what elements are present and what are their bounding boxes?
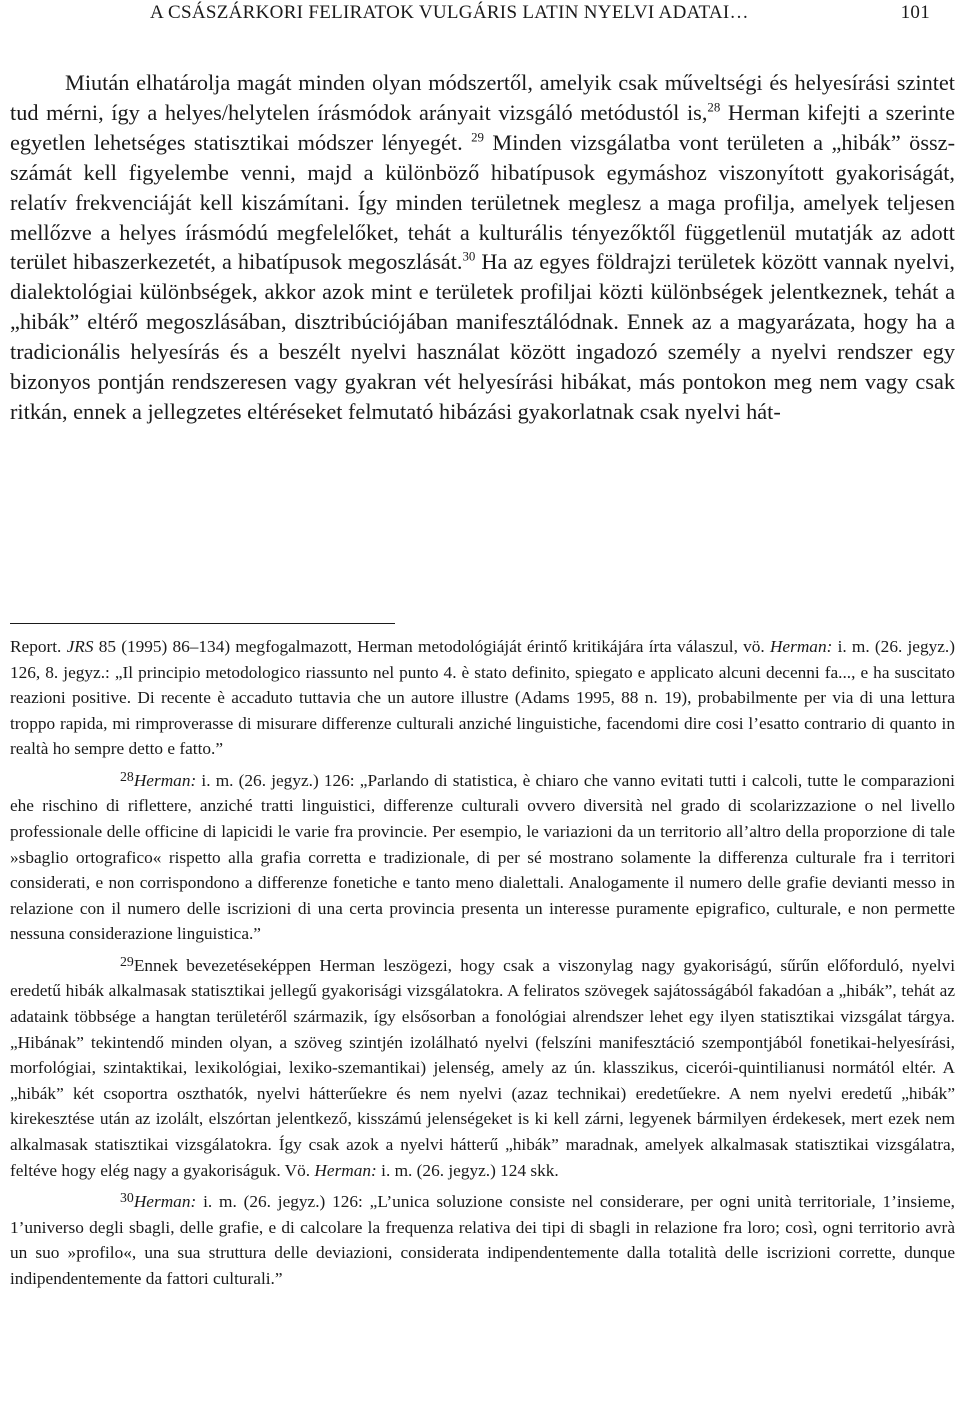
footnote-ref-30[interactable]: 30 (462, 249, 476, 265)
footnote-number: 30 (120, 1190, 134, 1206)
main-text (10, 68, 955, 427)
running-head-title: A CSÁSZÁRKORI FELIRATOK VULGÁRIS LATIN NYELVI ADATAI… (150, 2, 749, 23)
footnote-number: 29 (120, 953, 134, 969)
footnote-number: 28 (120, 768, 134, 784)
running-head (150, 2, 930, 28)
footnote-29 (10, 949, 955, 1183)
footnote-text: i. m. (26. jegyz.) 126: „L’unica soluzione consiste nel considerare, per ogni unità territoriale, 1’insieme, 1’universo degli sbagli, delle grafie, e di calcolare la frequenza relativa dei tipi di sbagli in relazione fra loro; così, ogni territorio avrà un suo »profilo«, una sua struttura delle deviazioni, considerata indipendentemente dalla totalità delle iscrizioni corrette, dunque indipendentemente da fattori culturali.” (10, 1192, 955, 1288)
footnote-28 (10, 764, 955, 947)
body-text: Minden vizsgálatba vont területen a „hibák” össz-számát kell figyelembe venni, majd a különböző hibatípusok egymáshoz viszonyított gyakoriságát, relatív frekvenciáját kell kiszámítani. Így minden területnek meglesz a maga profilja, amelyek teljesen mellőzve a helyes írásmódú megfelelőket, tehát a kulturális tényezőktől függetlenül mutatják az adott terület hibaszerkezetét, a hibatípusok megoszlását. (10, 129, 955, 275)
author-name: Herman: (133, 770, 197, 790)
page-number: 101 (900, 2, 930, 23)
author-name: Herman: (314, 1160, 377, 1180)
footnotes (10, 634, 955, 1291)
footnote-text: i. m. (26. jegyz.) 126: „Parlando di statistica, è chiaro che vanno evitati tutti i calcoli, tutte le comparazioni ehe rischino di riflettere, anziché tratti linguistici, differenze culturali ovvero diversità nel grado di scolarizzazione o nel livello professionale delle officine di lapicidi le varie fra provincie. Per esempio, le variazioni da un territorio all’altro della proporzione di tale »sbaglio ortografico« rispetto alla grafia corretta e tradizionale, di per sé mostrano solamente la differenza culturale fra i territori considerati, e non corrispondono a differenze fonetiche e tanto meno dialettali. Analogamente il numero delle grafie devianti messo in relazione con il numero delle iscrizioni di una certa provincia presenta un interesse puramente epigrafico, culturale, e non permette nessuna considerazione linguistica.” (10, 770, 955, 944)
footnote-divider (10, 623, 395, 624)
body-text: Herman kifejti a szerinte egyetlen lehetséges statisztikai módszer lényegét. (10, 99, 955, 155)
body-text: Ha az egyes földrajzi területek között vannak nyelvi, dialektológiai különbségek, akkor azok mint e területek profiljai közti különbségek jelentkeznek, tehát a „hibák” eltérő megoszlásában, disztribúciójában manifesztálódnak. Ennek az a magyarázata, hogy ha a tradicionális helyesírás és a beszélt nyelvi használat között ingadozó személy a nyelvi rendszer egy bizonyos pontján rendszeresen vagy gyakran vét helyesírási hibákat, más pontokon meg nem vagy csak ritkán, ennek a jellegzetes eltéréseket felmutató hibázási gyakorlatnak csak nyelvi hát- (10, 249, 955, 424)
footnote-text: i. m. (26. jegyz.) 124 skk. (376, 1160, 559, 1180)
author-name: Herman: (769, 637, 833, 656)
author-name: Herman: (133, 1192, 197, 1211)
footnote-30 (10, 1185, 955, 1291)
journal-abbrev: JRS (66, 637, 94, 656)
body-paragraph (10, 68, 955, 427)
footnote-ref-28[interactable]: 28 (707, 99, 721, 115)
footnote-text: 85 (1995) 86–134) megfogalmazott, Herman metodológiáját érintő kritikájára írta válaszul, vö. (93, 637, 770, 656)
footnote-text: Report. (10, 637, 67, 656)
footnote-text: Ennek bevezetéseképpen Herman leszögezi, hogy csak a viszonylag nagy gyakoriságú, sűrűn előforduló, nyelvi eredetű hibák alkalmasak statisztikai jellegű gyakorisági vizsgálatokra. A feliratos szövegek sajátosságából fakadóan a „hibák”, tehát az adataink többsége a hangtan területéről származik, így elsősorban a fonológiai alrendszer lehet egy ilyen statisztikai vizsgálat tárgya. „Hibának” tekintendő minden olyan, a szöveg szintjén izolálható nyelvi (felszíni manifesztáció szempontjából fonetikai-helyesírási, morfológiai, szintaktikai, lexikológiai, lexiko-szemantikai) jelenség, amely az ún. klasszikus, cicerói-quintilianusi normától eltér. A „hibák” két csoportra oszthatók, nyelvi hátterűekre és nem nyelvi (azaz technikai) eredetűekre. A nem nyelvi eredetű „hibák” kirekesztése után az izolált, elszórtan jelentkező, kisszámú jelenségeket is ki kell zárni, legyenek bármilyen érdekesek, mert ezek nem alkalmasak statisztikai vizsgálatokra. Így csak azok a nyelvi hátterű „hibák” maradnak, amelyek alkalmasak statisztikai vizsgálatra, feltéve hogy elég nagy a gyakoriságuk. Vö. (10, 955, 955, 1180)
footnote-text: i. m. (26. jegyz.) 126, 8. jegyz.: „Il principio metodologico riassunto nel punto 4. è stato definito, spiegato e applicato alcuni decenni fa..., e ha suscitato reazioni positive. Di recente è accaduto tuttavia che un autore illustre (Adams 1995, 88 n. 19), probabilmente per via di una lettura troppo rapida, mi rimproverasse di misurare differenze culturali anziché linguistiche, facendomi dire cosi l’esatto contrario di quanto in realtà ho sempre detto e fatto.” (10, 637, 956, 759)
footnote-ref-29[interactable]: 29 (471, 129, 484, 145)
footnote-continuation (10, 634, 955, 762)
body-text: Miután elhatárolja magát minden olyan módszertől, amelyik csak műveltségi és helyesírási szintet tud mérni, így a helyes/helytelen írásmódok arányait vizsgáló metódustól is, (10, 70, 955, 125)
